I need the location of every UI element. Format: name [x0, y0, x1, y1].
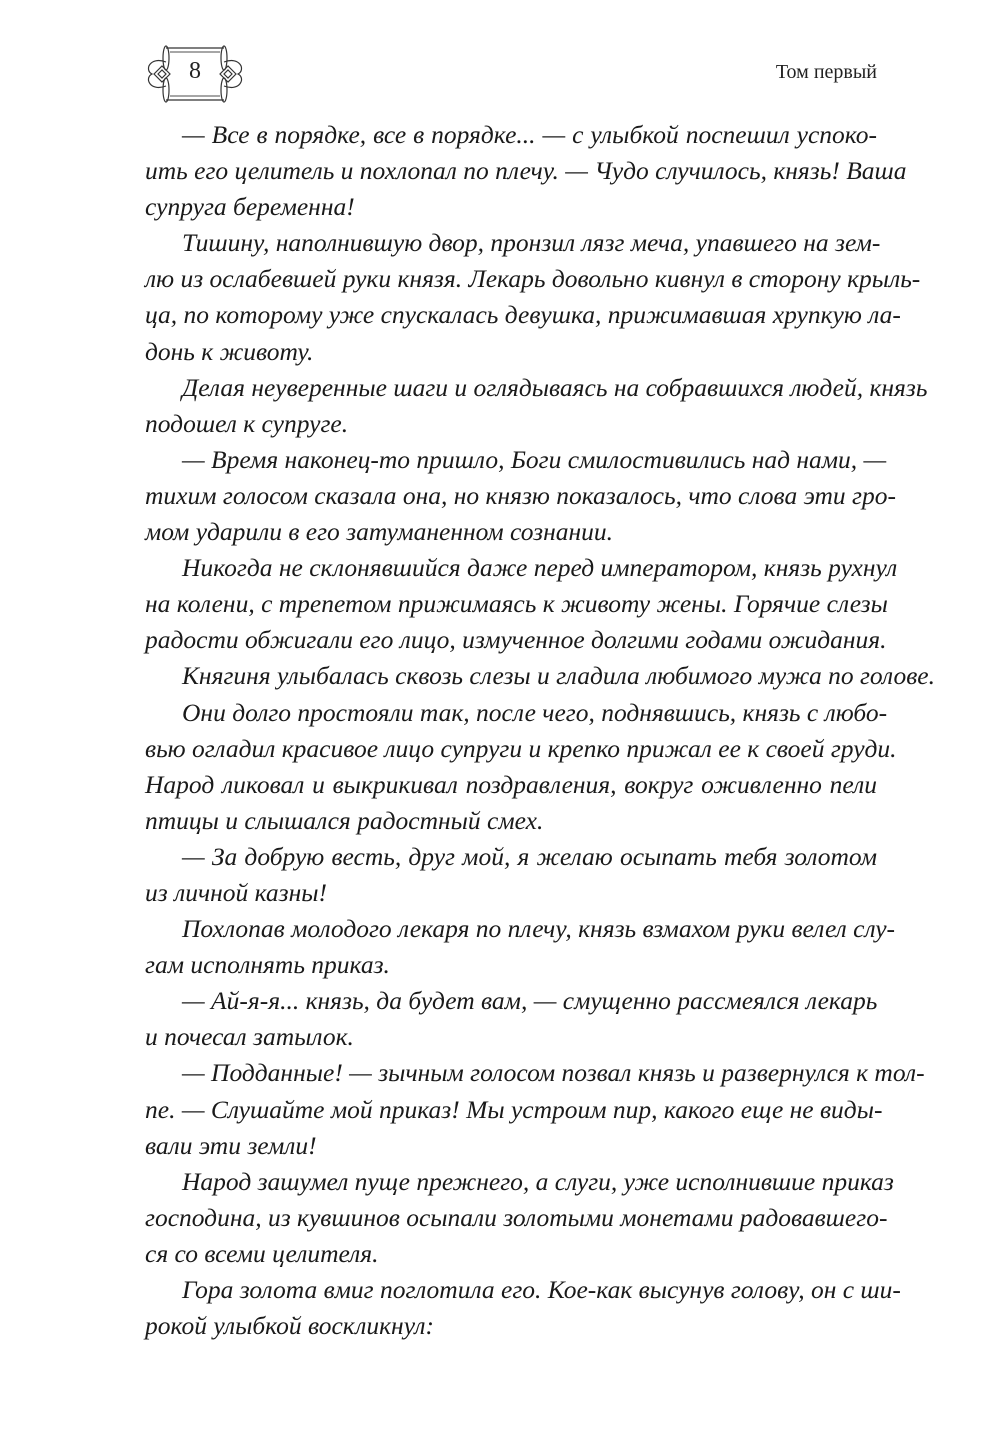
text-line: Народ зашумел пуще прежнего, а слуги, уже исполнившие приказ	[182, 1166, 894, 1196]
text-line: радости обжигали его лицо, измученное долгими годами ожидания.	[145, 625, 887, 655]
text-line: донь к животу.	[145, 336, 314, 366]
text-line: подошел к супруге.	[145, 408, 349, 438]
text-line: Делая неуверенные шаги и оглядываясь на собравшихся людей, князь	[182, 372, 928, 402]
running-title: Том первый	[775, 61, 877, 83]
text-line: вью огладил красивое лицо супруги и крепко прижал ее к своей груди.	[145, 733, 897, 763]
text-line: на колени, с трепетом прижимаясь к животу жены. Горячие слезы	[145, 589, 888, 619]
text-line: господина, из кувшинов осыпали золотыми монетами радовавшего-	[145, 1202, 888, 1232]
text-line: гам исполнять приказ.	[145, 950, 390, 980]
text-line: и почесал затылок.	[145, 1022, 354, 1052]
text-line: ца, по которому уже спускалась девушка, прижимавшая хрупкую ла-	[145, 300, 901, 330]
text-line: птицы и слышался радостный смех.	[145, 805, 544, 835]
text-line: ить его целитель и похлопал по плечу. — Чудо случилось, князь! Ваша	[145, 156, 907, 186]
text-line: Никогда не склонявшийся даже перед императором, князь рухнул	[182, 553, 898, 583]
text-line: Княгиня улыбалась сквозь слезы и гладила любимого мужа по голове.	[182, 661, 935, 691]
text-line: Тишину, наполнившую двор, пронзил лязг меча, упавшего на зем-	[182, 228, 881, 258]
text-line: мом ударили в его затуманенном сознании.	[145, 517, 614, 547]
text-line: вали эти земли!	[145, 1130, 317, 1160]
text-line: тихим голосом сказала она, но князю показалось, что слова эти гро-	[145, 480, 896, 510]
text-line: — За добрую весть, друг мой, я желаю осыпать тебя золотом	[182, 841, 877, 871]
text-line: из личной казны!	[145, 877, 328, 907]
text-line: Они долго простояли так, после чего, поднявшись, князь с любо-	[182, 697, 888, 727]
text-line: Похлопав молодого лекаря по плечу, князь взмахом руки велел слу-	[182, 914, 896, 944]
text-line: ся со всеми целителя.	[145, 1238, 379, 1268]
text-line: супруга беременна!	[145, 192, 355, 222]
text-line: — Все в порядке, все в порядке... — с улыбкой поспешил успоко-	[182, 120, 877, 149]
body-text	[145, 117, 935, 1344]
text-line: рокой улыбкой воскликнул:	[145, 1311, 434, 1341]
text-line: Гора золота вмиг поглотила его. Кое-как высунув голову, он с ши-	[182, 1275, 901, 1304]
text-line: — Ай-я-я... князь, да будет вам, — смущенно рассмеялся лекарь	[182, 986, 878, 1016]
text-line: Народ ликовал и выкрикивал поздравления, вокруг оживленно пели	[145, 769, 877, 799]
page-number: 8	[189, 58, 201, 84]
text-line: пе. — Слушайте мой приказ! Мы устроим пир, какого еще не виды-	[145, 1094, 883, 1124]
text-line: — Время наконец-то пришло, Боги смилостивились над нами, —	[182, 444, 887, 474]
text-line: — Подданные! — зычным голосом позвал князь и развернулся к тол-	[182, 1058, 925, 1088]
text-line: лю из ослабевшей руки князя. Лекарь довольно кивнул в сторону крыль-	[145, 264, 921, 294]
